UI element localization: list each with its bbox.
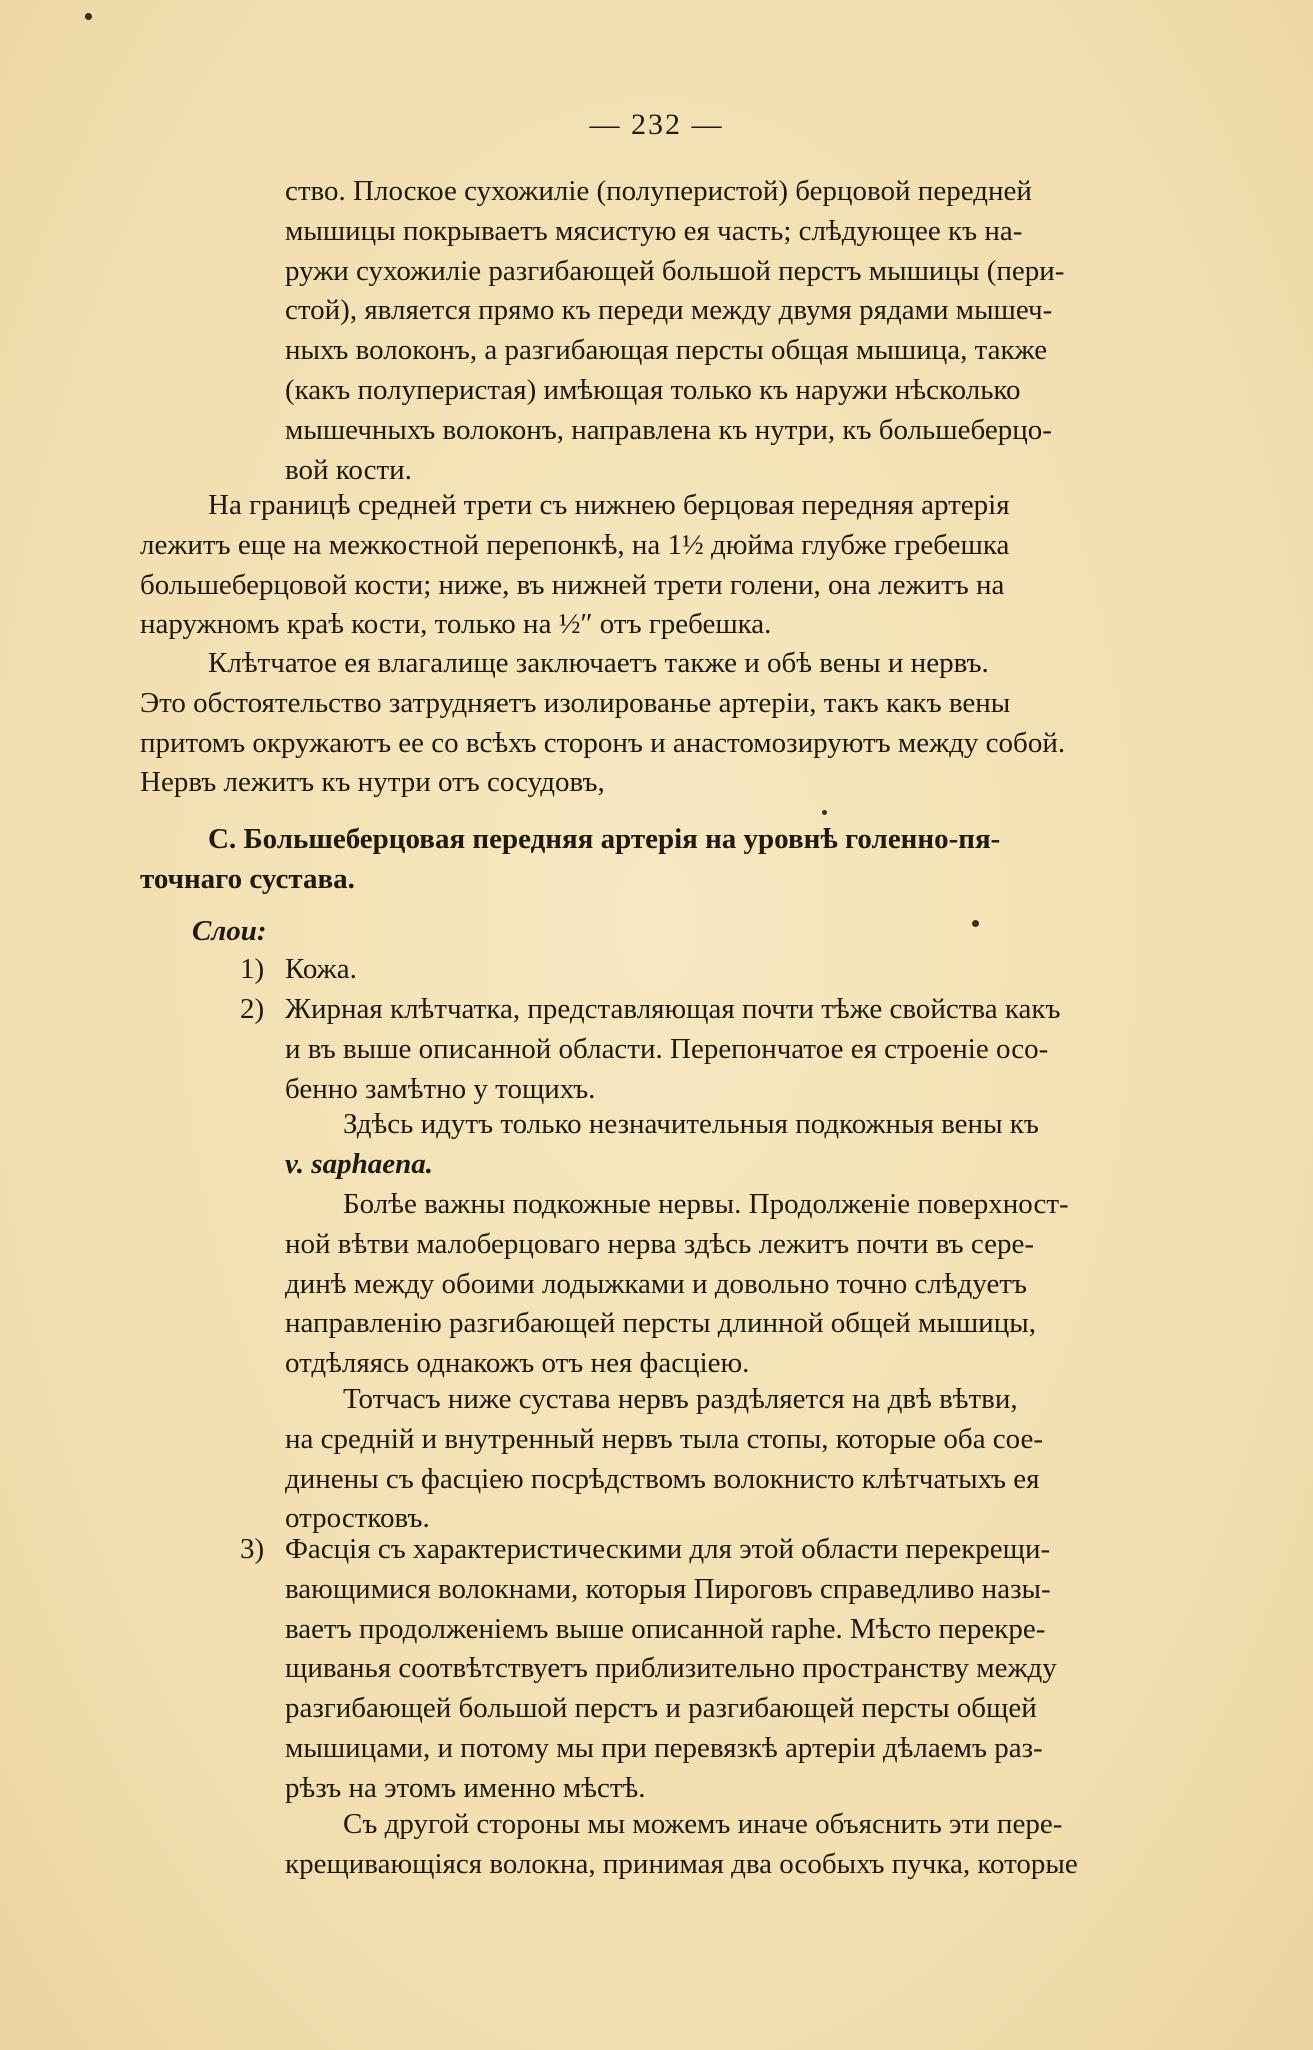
scan-speck	[822, 810, 827, 815]
text-line: направленію разгибающей персты длинной общей мышицы,	[285, 1307, 1036, 1340]
text-line: притомъ окружаютъ ее со всѣхъ сторонъ и анастомозируютъ между собой.	[140, 726, 1066, 759]
heading-line: точнаго сустава.	[140, 862, 355, 895]
item-2-branches	[285, 1380, 1190, 1539]
item-number: 3)	[240, 1533, 265, 1565]
text-line: ныхъ волоконъ, а разгибающая персты общая мышица, также	[285, 334, 1048, 367]
text-line: Нервъ лежитъ къ нутри отъ сосудовъ,	[140, 766, 605, 799]
text-line: рѣзъ на этомъ именно мѣстѣ.	[285, 1771, 646, 1804]
text-line: разгибающей большой перстъ и разгибающей персты общей	[285, 1692, 1037, 1725]
text-line: бенно замѣтно у тощихъ.	[285, 1072, 596, 1105]
text-line: Тотчасъ ниже сустава нервъ раздѣляется на двѣ вѣтви,	[343, 1383, 1018, 1415]
text-line: Здѣсь идутъ только незначительныя подкожныя вены къ	[343, 1108, 1039, 1140]
text-line: динены съ фасціею посрѣдствомъ волокнисто клѣтчатыхъ ея	[285, 1462, 1040, 1495]
text-line: наружномъ краѣ кости, только на ½″ отъ гребешка.	[140, 608, 772, 641]
text-line: (какъ полуперистая) имѣющая только къ наружи нѣсколько	[285, 373, 1021, 406]
text-line: крещивающіяся волокна, принимая два особыхъ пучка, которые	[285, 1847, 1078, 1880]
section-heading	[140, 820, 1190, 900]
paragraph-sheath	[140, 644, 1190, 803]
text-line: лежитъ еще на межкостной перепонкѣ, на 1½ дюйма глубже гребешка	[140, 528, 1010, 561]
text-line: отдѣляясь однакожъ отъ нея фасціею.	[285, 1347, 750, 1380]
item-2-nerves	[285, 1185, 1190, 1384]
text-line: Болѣе важны подкожные нервы. Продолженіе поверхност-	[343, 1188, 1069, 1220]
item-2-veins	[285, 1105, 1190, 1185]
text-line: динѣ между обоими лодыжками и довольно точно слѣдуетъ	[285, 1267, 1028, 1300]
text-line: Это обстоятельство затрудняетъ изолированье артеріи, такъ какъ вены	[140, 686, 1011, 719]
page-number: — 232 —	[589, 108, 724, 141]
text-line: ружи сухожиліе разгибающей большой перстъ мышицы (пери-	[285, 254, 1065, 287]
text-line: отростковъ.	[285, 1502, 430, 1535]
text-line: мышечныхъ волоконъ, направлена къ нутри, къ большеберцо-	[285, 413, 1052, 446]
text-line: большеберцовой кости; ниже, въ нижней трети голени, она лежитъ на	[140, 568, 1005, 601]
item-number: 2)	[240, 993, 265, 1025]
item-2-text	[285, 990, 1190, 1109]
text-line: На границѣ средней трети съ нижнею берцовая передняя артерія	[208, 489, 1010, 521]
latin-term: v. saphaena.	[285, 1147, 433, 1180]
item-number: 1)	[240, 953, 265, 985]
text-line: мышицы покрываетъ мясистую ея часть; слѣдующее къ на-	[285, 214, 1023, 247]
text-line: ваетъ продолженіемъ выше описанной raphe. Мѣсто перекре-	[285, 1612, 1046, 1645]
text-line: стой), является прямо къ переди между двумя рядами мышеч-	[285, 294, 1053, 327]
text-line: ной вѣтви малоберцоваго нерва здѣсь лежитъ почти въ сере-	[285, 1227, 1035, 1260]
text-line: Клѣтчатое ея влагалище заключаетъ также и обѣ вены и нервъ.	[208, 647, 989, 679]
text-line: вающимися волокнами, которыя Пироговъ справедливо назы-	[285, 1572, 1051, 1605]
scan-speck	[85, 13, 92, 20]
layers-label: Слои:	[192, 915, 267, 947]
text-line: Съ другой стороны мы можемъ иначе объяснить эти пере-	[343, 1808, 1063, 1840]
text-line: на средній и внутренный нервъ тыла стопы, которые оба сое-	[285, 1422, 1044, 1455]
item-3-text	[285, 1530, 1190, 1809]
heading-line: C. Большеберцовая передняя артерія на уровнѣ голенно-пя-	[208, 823, 1001, 855]
text-line: Фасція съ характеристическими для этой области перекрещи-	[285, 1533, 1051, 1565]
text-line: щиванья соотвѣтствуетъ приблизительно пространству между	[285, 1652, 1057, 1685]
text-line: Жирная клѣтчатка, представляющая почти тѣже свойства какъ	[285, 993, 1061, 1025]
item-1-text: Кожа.	[285, 953, 357, 985]
scan-speck	[972, 920, 979, 927]
text-line: мышицами, и потому мы при перевязкѣ артеріи дѣлаемъ раз-	[285, 1731, 1043, 1764]
item-3-alternative	[285, 1805, 1190, 1885]
paragraph-continuation	[285, 172, 1190, 490]
text-line: ство. Плоское сухожиліе (полуперистой) берцовой передней	[285, 175, 1032, 207]
text-line: вой кости.	[285, 453, 412, 486]
text-line: и въ выше описанной области. Перепончатое ея строеніе осо-	[285, 1032, 1049, 1065]
paragraph-artery-position	[140, 486, 1190, 645]
